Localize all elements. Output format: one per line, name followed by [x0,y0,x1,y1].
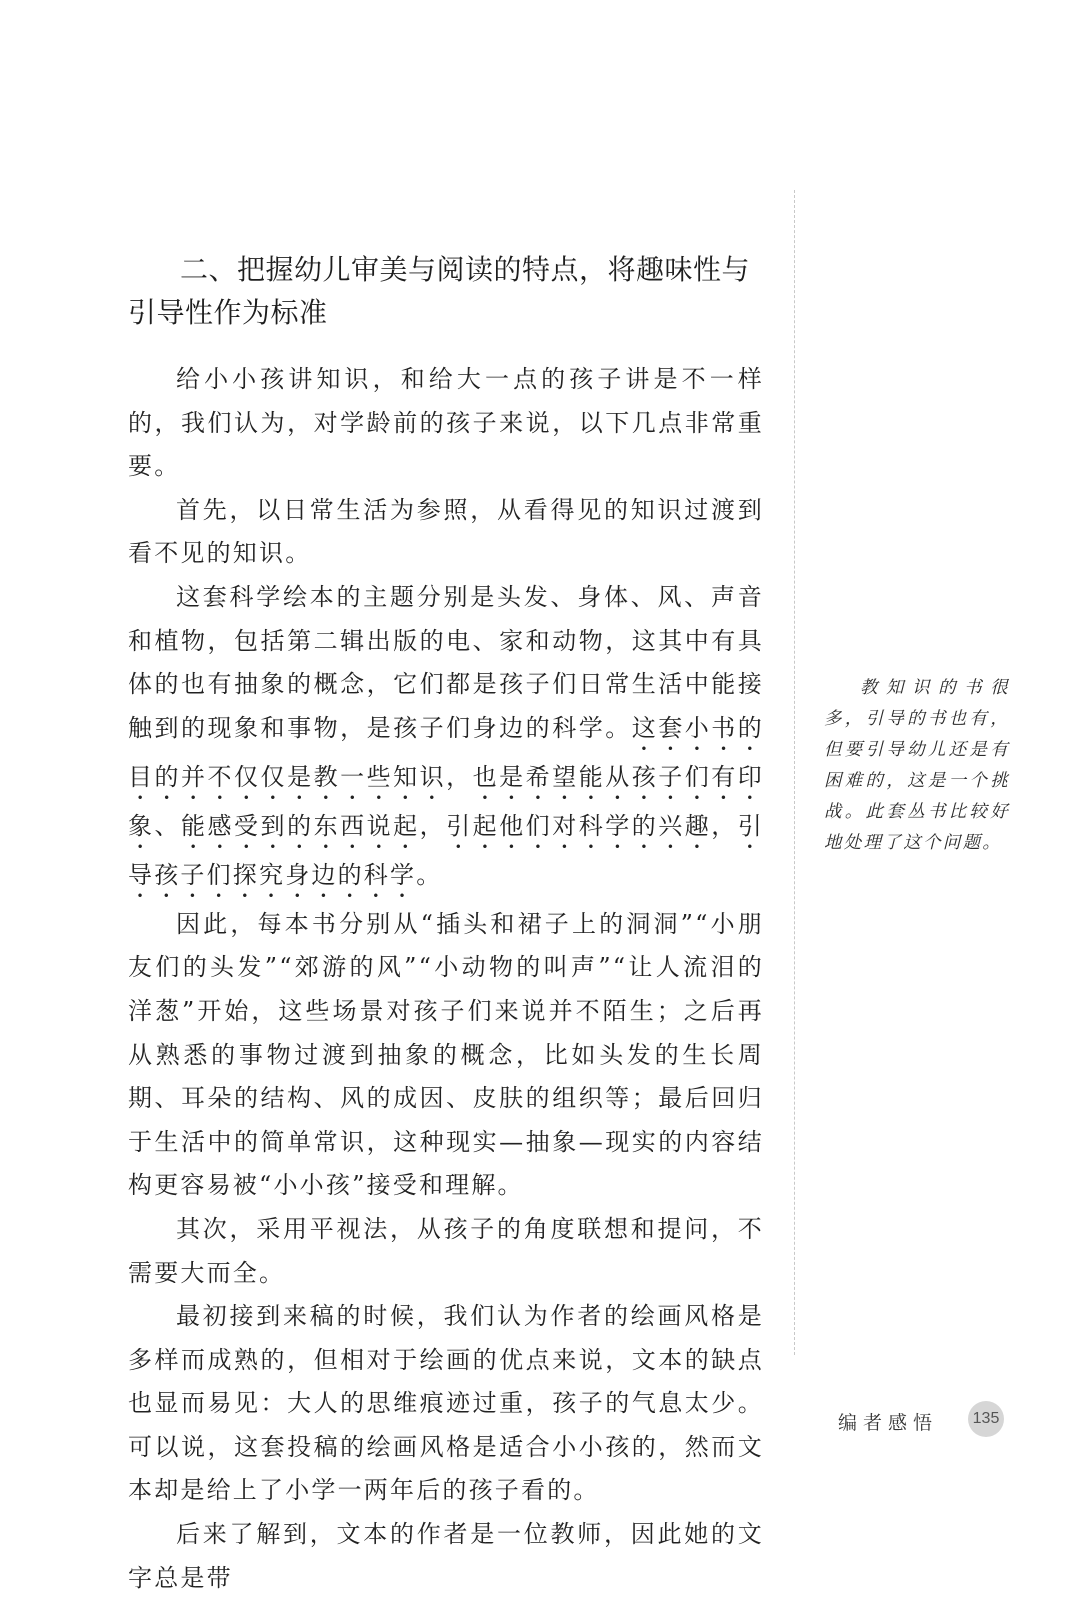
paragraph-4: 因此，每本书分别从“插头和裙子上的洞洞”“小朋友们的头发”“郊游的风”“小动物的叫声”“让人流泪的洋葱”开始，这些场景对孩子们来说并不陌生；之后再从熟悉的事物过渡到抽象的概念，比如头发的生长周期、耳朵的结构、风的成因、皮肤的组织等；最后回归于生活中的简单常识，这种现实—抽象—现实的内容结构更容易被“小小孩”接受和理解。 [128,909,764,1200]
column-divider [794,190,795,1355]
paragraph-2: 首先，以日常生活为参照，从看得见的知识过渡到看不见的知识。 [128,495,764,568]
section-heading: 二、把握幼儿审美与阅读的特点，将趣味性与引导性作为标准 [128,253,751,329]
paragraph-5: 其次，采用平视法，从孩子的角度联想和提问，不需要大而全。 [128,1214,764,1287]
paragraph-6: 最初接到来稿的时候，我们认为作者的绘画风格是多样而成熟的，但相对于绘画的优点来说，文本的缺点也显而易见：大人的思维痕迹过重，孩子的气息太少。可以说，这套投稿的绘画风格是适合小小孩的，然而文本却是给上了小学一两年后的孩子看的。 [128,1302,764,1505]
paragraph-3-text: 这套科学绘本的主题分别是头发、身体、风、声音和植物，包括第二辑出版的电、家和动物，这其中有具体的也有抽象的概念，它们都是孩子们日常生活中能接触到的现象和事物，是孩子们身边的科学。 [128,582,764,742]
page-number-badge: 135 [968,1401,1004,1437]
paragraph-1: 给小小孩讲知识，和给大一点的孩子讲是不一样的，我们认为，对学龄前的孩子来说，以下几点非常重要。 [128,365,764,481]
emphasized-sentence: 这套小书的目的并不仅仅是教一些知识，也是希望能从孩子们有印象、能感受到的东西说起，引起他们对科学的兴趣，引导孩子们探究身边的科学。 [128,713,764,889]
margin-note: 教知识的书很多，引导的书也有，但要引导幼儿还是有困难的，这是一个挑战。此套丛书比较好地处理了这个问题。 [824,678,1010,853]
paragraph-7: 后来了解到，文本的作者是一位教师，因此她的文字总是带 [128,1520,764,1592]
footer-section-label: 编者感悟 [838,1412,939,1434]
main-text-column [128,248,764,1600]
paragraph-3 [128,576,764,903]
